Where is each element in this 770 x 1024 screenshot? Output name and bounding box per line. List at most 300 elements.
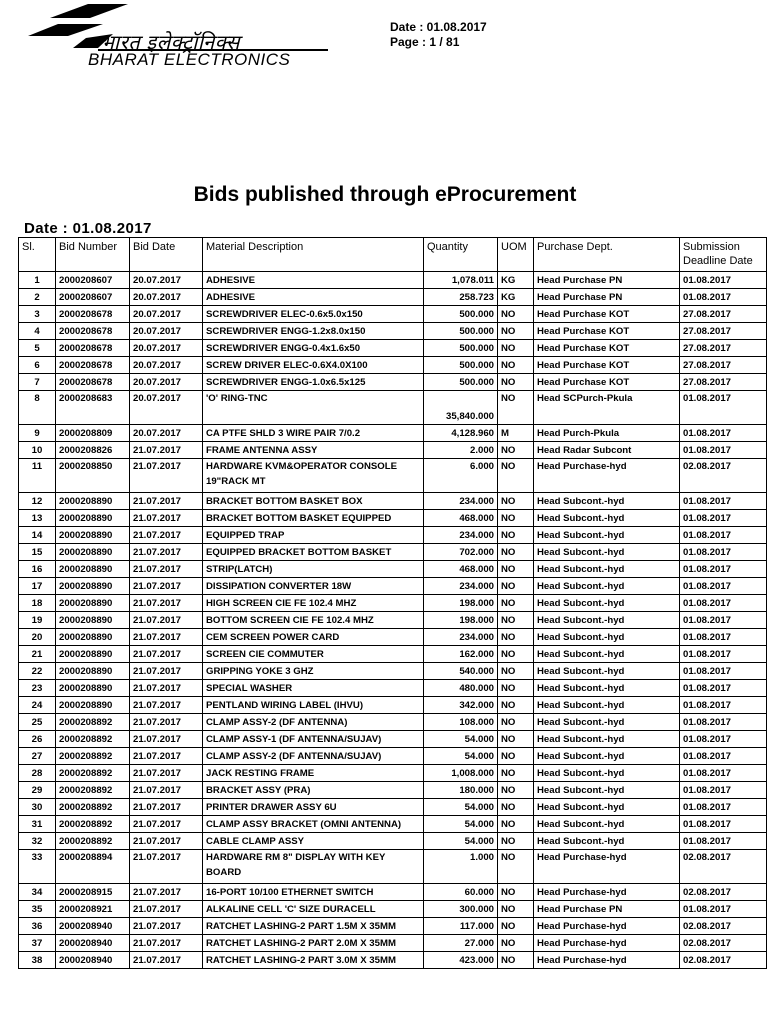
cell-bid-date: 20.07.2017: [130, 323, 203, 340]
table-row: [19, 748, 767, 765]
cell-bid-date: 21.07.2017: [130, 901, 203, 918]
cell-bid-date: 21.07.2017: [130, 612, 203, 629]
cell-bid-date: 21.07.2017: [130, 527, 203, 544]
logo-brand-text: BHARAT ELECTRONICS: [88, 50, 291, 69]
cell-sl: 6: [19, 357, 56, 374]
cell-material: FRAME ANTENNA ASSY: [203, 442, 424, 459]
col-header-deadline: Submission Deadline Date: [680, 238, 767, 272]
table-row: [19, 935, 767, 952]
table-row: [19, 272, 767, 289]
cell-bid-number: 2000208890: [56, 578, 130, 595]
cell-bid-date: 20.07.2017: [130, 306, 203, 323]
cell-dept: Head Subcont.-hyd: [534, 748, 680, 765]
table-row: [19, 357, 767, 374]
cell-material: 16-PORT 10/100 ETHERNET SWITCH: [203, 884, 424, 901]
cell-bid-number: 2000208678: [56, 323, 130, 340]
cell-sl: 24: [19, 697, 56, 714]
cell-bid-number: 2000208892: [56, 833, 130, 850]
cell-sl: 35: [19, 901, 56, 918]
cell-material: PRINTER DRAWER ASSY 6U: [203, 799, 424, 816]
cell-uom: NO: [498, 578, 534, 595]
cell-sl: 17: [19, 578, 56, 595]
cell-quantity: 423.000: [424, 952, 498, 969]
cell-bid-date: 21.07.2017: [130, 952, 203, 969]
cell-uom: NO: [498, 391, 534, 425]
cell-uom: NO: [498, 816, 534, 833]
cell-material: CABLE CLAMP ASSY: [203, 833, 424, 850]
cell-dept: Head Subcont.-hyd: [534, 527, 680, 544]
cell-uom: NO: [498, 442, 534, 459]
cell-material: CLAMP ASSY-2 (DF ANTENNA): [203, 714, 424, 731]
cell-sl: 8: [19, 391, 56, 425]
cell-sl: 28: [19, 765, 56, 782]
cell-deadline: 01.08.2017: [680, 765, 767, 782]
cell-dept: Head Subcont.-hyd: [534, 816, 680, 833]
cell-dept: Head Subcont.-hyd: [534, 833, 680, 850]
cell-sl: 29: [19, 782, 56, 799]
cell-bid-date: 21.07.2017: [130, 544, 203, 561]
cell-material: EQUIPPED BRACKET BOTTOM BASKET: [203, 544, 424, 561]
cell-bid-number: 2000208894: [56, 850, 130, 884]
cell-deadline: 02.08.2017: [680, 918, 767, 935]
table-row: [19, 850, 767, 884]
cell-uom: NO: [498, 527, 534, 544]
cell-deadline: 01.08.2017: [680, 391, 767, 425]
cell-bid-number: 2000208607: [56, 272, 130, 289]
cell-uom: NO: [498, 663, 534, 680]
cell-sl: 16: [19, 561, 56, 578]
cell-bid-number: 2000208890: [56, 510, 130, 527]
cell-sl: 31: [19, 816, 56, 833]
cell-uom: NO: [498, 680, 534, 697]
cell-uom: NO: [498, 714, 534, 731]
cell-bid-number: 2000208940: [56, 935, 130, 952]
cell-sl: 33: [19, 850, 56, 884]
table-row: [19, 425, 767, 442]
cell-bid-date: 21.07.2017: [130, 442, 203, 459]
cell-uom: NO: [498, 782, 534, 799]
cell-deadline: 01.08.2017: [680, 578, 767, 595]
table-row: [19, 731, 767, 748]
cell-dept: Head Subcont.-hyd: [534, 680, 680, 697]
cell-deadline: 01.08.2017: [680, 612, 767, 629]
table-row: [19, 646, 767, 663]
cell-bid-number: 2000208683: [56, 391, 130, 425]
cell-deadline: 01.08.2017: [680, 561, 767, 578]
table-header-row: [19, 238, 767, 272]
cell-quantity: 54.000: [424, 731, 498, 748]
cell-bid-date: 21.07.2017: [130, 697, 203, 714]
cell-sl: 7: [19, 374, 56, 391]
header-meta: [390, 20, 487, 50]
cell-quantity: 54.000: [424, 799, 498, 816]
cell-deadline: 01.08.2017: [680, 425, 767, 442]
table-row: [19, 629, 767, 646]
cell-quantity: 1,078.011: [424, 272, 498, 289]
cell-dept: Head Purchase-hyd: [534, 884, 680, 901]
cell-dept: Head Purchase PN: [534, 272, 680, 289]
cell-bid-date: 21.07.2017: [130, 510, 203, 527]
cell-bid-date: 20.07.2017: [130, 391, 203, 425]
cell-bid-date: 21.07.2017: [130, 561, 203, 578]
col-header-uom: UOM: [498, 238, 534, 272]
cell-bid-number: 2000208921: [56, 901, 130, 918]
cell-bid-date: 21.07.2017: [130, 765, 203, 782]
cell-uom: NO: [498, 561, 534, 578]
cell-deadline: 02.08.2017: [680, 935, 767, 952]
cell-bid-number: 2000208890: [56, 629, 130, 646]
cell-material: DISSIPATION CONVERTER 18W: [203, 578, 424, 595]
cell-bid-number: 2000208892: [56, 799, 130, 816]
cell-sl: 26: [19, 731, 56, 748]
cell-quantity: 1,008.000: [424, 765, 498, 782]
cell-uom: NO: [498, 612, 534, 629]
cell-sl: 2: [19, 289, 56, 306]
cell-bid-number: 2000208890: [56, 493, 130, 510]
cell-uom: NO: [498, 595, 534, 612]
cell-bid-date: 21.07.2017: [130, 731, 203, 748]
cell-material: SCREW DRIVER ELEC-0.6X4.0X100: [203, 357, 424, 374]
header-page: Page : 1 / 81: [390, 35, 460, 49]
cell-quantity: 480.000: [424, 680, 498, 697]
cell-sl: 19: [19, 612, 56, 629]
cell-material: RATCHET LASHING-2 PART 1.5M X 35MM: [203, 918, 424, 935]
cell-uom: NO: [498, 952, 534, 969]
table-row: [19, 952, 767, 969]
cell-quantity: 35,840.000: [424, 391, 498, 425]
cell-bid-date: 21.07.2017: [130, 935, 203, 952]
cell-material: GRIPPING YOKE 3 GHZ: [203, 663, 424, 680]
cell-dept: Head Subcont.-hyd: [534, 663, 680, 680]
cell-dept: Head Radar Subcont: [534, 442, 680, 459]
cell-uom: NO: [498, 799, 534, 816]
cell-sl: 38: [19, 952, 56, 969]
table-row: [19, 833, 767, 850]
cell-uom: NO: [498, 340, 534, 357]
cell-bid-date: 20.07.2017: [130, 340, 203, 357]
cell-uom: NO: [498, 374, 534, 391]
cell-bid-number: 2000208890: [56, 697, 130, 714]
cell-sl: 5: [19, 340, 56, 357]
cell-deadline: 01.08.2017: [680, 289, 767, 306]
cell-quantity: 234.000: [424, 527, 498, 544]
cell-uom: NO: [498, 357, 534, 374]
cell-sl: 4: [19, 323, 56, 340]
cell-quantity: 2.000: [424, 442, 498, 459]
cell-dept: Head Subcont.-hyd: [534, 578, 680, 595]
cell-sl: 11: [19, 459, 56, 493]
cell-deadline: 01.08.2017: [680, 680, 767, 697]
cell-material: CLAMP ASSY BRACKET (OMNI ANTENNA): [203, 816, 424, 833]
cell-quantity: 468.000: [424, 510, 498, 527]
table-row: [19, 544, 767, 561]
cell-dept: Head Purch-Pkula: [534, 425, 680, 442]
cell-deadline: 01.08.2017: [680, 646, 767, 663]
cell-uom: NO: [498, 748, 534, 765]
cell-material: SCREWDRIVER ENGG-0.4x1.6x50: [203, 340, 424, 357]
cell-dept: Head Purchase KOT: [534, 374, 680, 391]
cell-dept: Head Purchase-hyd: [534, 952, 680, 969]
cell-sl: 32: [19, 833, 56, 850]
cell-deadline: 01.08.2017: [680, 595, 767, 612]
cell-bid-number: 2000208915: [56, 884, 130, 901]
cell-quantity: 234.000: [424, 629, 498, 646]
cell-bid-number: 2000208940: [56, 952, 130, 969]
table-row: [19, 663, 767, 680]
cell-bid-date: 21.07.2017: [130, 850, 203, 884]
cell-dept: Head Purchase-hyd: [534, 935, 680, 952]
cell-bid-number: 2000208890: [56, 663, 130, 680]
cell-bid-number: 2000208890: [56, 527, 130, 544]
cell-material: JACK RESTING FRAME: [203, 765, 424, 782]
cell-material: BRACKET BOTTOM BASKET EQUIPPED: [203, 510, 424, 527]
cell-material: SCREWDRIVER ELEC-0.6x5.0x150: [203, 306, 424, 323]
cell-bid-number: 2000208890: [56, 680, 130, 697]
cell-bid-date: 21.07.2017: [130, 459, 203, 493]
cell-bid-number: 2000208678: [56, 340, 130, 357]
cell-bid-date: 21.07.2017: [130, 918, 203, 935]
cell-sl: 13: [19, 510, 56, 527]
cell-bid-number: 2000208892: [56, 816, 130, 833]
cell-deadline: 02.08.2017: [680, 884, 767, 901]
cell-dept: Head Subcont.-hyd: [534, 629, 680, 646]
cell-uom: NO: [498, 884, 534, 901]
cell-bid-date: 21.07.2017: [130, 714, 203, 731]
cell-quantity: 468.000: [424, 561, 498, 578]
table-row: [19, 391, 767, 425]
cell-bid-number: 2000208678: [56, 374, 130, 391]
cell-bid-number: 2000208850: [56, 459, 130, 493]
cell-bid-date: 21.07.2017: [130, 748, 203, 765]
cell-uom: NO: [498, 697, 534, 714]
cell-bid-date: 21.07.2017: [130, 578, 203, 595]
cell-bid-date: 21.07.2017: [130, 629, 203, 646]
col-header-sl: Sl.: [19, 238, 56, 272]
cell-uom: NO: [498, 306, 534, 323]
cell-material: SPECIAL WASHER: [203, 680, 424, 697]
cell-deadline: 27.08.2017: [680, 323, 767, 340]
cell-material: SCREWDRIVER ENGG-1.2x8.0x150: [203, 323, 424, 340]
cell-bid-date: 21.07.2017: [130, 595, 203, 612]
table-row: [19, 816, 767, 833]
col-header-quantity: Quantity: [424, 238, 498, 272]
cell-dept: Head Subcont.-hyd: [534, 765, 680, 782]
cell-quantity: 54.000: [424, 833, 498, 850]
cell-bid-date: 21.07.2017: [130, 782, 203, 799]
cell-dept: Head Subcont.-hyd: [534, 697, 680, 714]
cell-dept: Head Purchase KOT: [534, 357, 680, 374]
cell-material: CA PTFE SHLD 3 WIRE PAIR 7/0.2: [203, 425, 424, 442]
cell-sl: 25: [19, 714, 56, 731]
cell-sl: 23: [19, 680, 56, 697]
cell-material: EQUIPPED TRAP: [203, 527, 424, 544]
cell-bid-number: 2000208892: [56, 765, 130, 782]
cell-deadline: 27.08.2017: [680, 357, 767, 374]
cell-quantity: 702.000: [424, 544, 498, 561]
cell-bid-date: 20.07.2017: [130, 272, 203, 289]
cell-deadline: 01.08.2017: [680, 901, 767, 918]
table-row: [19, 765, 767, 782]
cell-material: ALKALINE CELL 'C' SIZE DURACELL: [203, 901, 424, 918]
cell-deadline: 01.08.2017: [680, 629, 767, 646]
cell-material: HIGH SCREEN CIE FE 102.4 MHZ: [203, 595, 424, 612]
cell-dept: Head Subcont.-hyd: [534, 561, 680, 578]
cell-bid-date: 21.07.2017: [130, 493, 203, 510]
cell-uom: NO: [498, 493, 534, 510]
cell-uom: NO: [498, 323, 534, 340]
cell-material: BRACKET ASSY (PRA): [203, 782, 424, 799]
cell-sl: 22: [19, 663, 56, 680]
cell-quantity: 234.000: [424, 578, 498, 595]
cell-quantity: 500.000: [424, 357, 498, 374]
cell-sl: 27: [19, 748, 56, 765]
cell-dept: Head Subcont.-hyd: [534, 544, 680, 561]
table-row: [19, 323, 767, 340]
header-date: Date : 01.08.2017: [390, 20, 487, 34]
cell-dept: Head Subcont.-hyd: [534, 612, 680, 629]
table-row: [19, 782, 767, 799]
cell-sl: 3: [19, 306, 56, 323]
col-header-dept: Purchase Dept.: [534, 238, 680, 272]
cell-bid-number: 2000208607: [56, 289, 130, 306]
cell-deadline: 01.08.2017: [680, 493, 767, 510]
cell-sl: 37: [19, 935, 56, 952]
col-header-bid-date: Bid Date: [130, 238, 203, 272]
cell-sl: 20: [19, 629, 56, 646]
cell-uom: NO: [498, 646, 534, 663]
cell-sl: 21: [19, 646, 56, 663]
cell-quantity: 60.000: [424, 884, 498, 901]
table-row: [19, 595, 767, 612]
cell-bid-number: 2000208678: [56, 357, 130, 374]
cell-sl: 15: [19, 544, 56, 561]
cell-sl: 34: [19, 884, 56, 901]
cell-uom: NO: [498, 731, 534, 748]
cell-deadline: 27.08.2017: [680, 374, 767, 391]
cell-deadline: 27.08.2017: [680, 306, 767, 323]
cell-material: BRACKET BOTTOM BASKET BOX: [203, 493, 424, 510]
cell-material: CLAMP ASSY-1 (DF ANTENNA/SUJAV): [203, 731, 424, 748]
table-row: [19, 612, 767, 629]
cell-quantity: 162.000: [424, 646, 498, 663]
cell-quantity: 180.000: [424, 782, 498, 799]
cell-sl: 1: [19, 272, 56, 289]
cell-material: ADHESIVE: [203, 272, 424, 289]
cell-deadline: 02.08.2017: [680, 459, 767, 493]
cell-uom: NO: [498, 510, 534, 527]
cell-dept: Head Subcont.-hyd: [534, 646, 680, 663]
table-row: [19, 918, 767, 935]
cell-bid-number: 2000208809: [56, 425, 130, 442]
cell-quantity: 117.000: [424, 918, 498, 935]
cell-bid-date: 21.07.2017: [130, 816, 203, 833]
cell-bid-date: 21.07.2017: [130, 799, 203, 816]
table-row: [19, 799, 767, 816]
table-row: [19, 901, 767, 918]
cell-quantity: 198.000: [424, 595, 498, 612]
table-row: [19, 442, 767, 459]
table-row: [19, 680, 767, 697]
cell-quantity: 54.000: [424, 816, 498, 833]
cell-deadline: 01.08.2017: [680, 663, 767, 680]
cell-dept: Head SCPurch-Pkula: [534, 391, 680, 425]
cell-material: PENTLAND WIRING LABEL (IHVU): [203, 697, 424, 714]
cell-dept: Head Subcont.-hyd: [534, 493, 680, 510]
cell-dept: Head Subcont.-hyd: [534, 731, 680, 748]
cell-deadline: 02.08.2017: [680, 850, 767, 884]
cell-bid-number: 2000208890: [56, 544, 130, 561]
cell-bid-number: 2000208890: [56, 646, 130, 663]
cell-deadline: 01.08.2017: [680, 442, 767, 459]
cell-sl: 10: [19, 442, 56, 459]
cell-material: CLAMP ASSY-2 (DF ANTENNA/SUJAV): [203, 748, 424, 765]
cell-bid-date: 21.07.2017: [130, 680, 203, 697]
cell-quantity: 234.000: [424, 493, 498, 510]
cell-bid-date: 20.07.2017: [130, 357, 203, 374]
table-row: [19, 884, 767, 901]
report-date: Date : 01.08.2017: [24, 220, 152, 237]
cell-quantity: 500.000: [424, 340, 498, 357]
cell-bid-number: 2000208892: [56, 731, 130, 748]
cell-quantity: 1.000: [424, 850, 498, 884]
cell-bid-number: 2000208940: [56, 918, 130, 935]
cell-quantity: 500.000: [424, 323, 498, 340]
cell-bid-date: 21.07.2017: [130, 663, 203, 680]
cell-deadline: 01.08.2017: [680, 272, 767, 289]
page-title: Bids published through eProcurement: [193, 183, 577, 206]
cell-quantity: 54.000: [424, 748, 498, 765]
cell-deadline: 01.08.2017: [680, 510, 767, 527]
cell-sl: 36: [19, 918, 56, 935]
cell-bid-date: 20.07.2017: [130, 425, 203, 442]
cell-quantity: 500.000: [424, 306, 498, 323]
cell-bid-number: 2000208892: [56, 748, 130, 765]
table-row: [19, 306, 767, 323]
cell-sl: 30: [19, 799, 56, 816]
cell-quantity: 27.000: [424, 935, 498, 952]
cell-uom: KG: [498, 289, 534, 306]
cell-quantity: 258.723: [424, 289, 498, 306]
cell-dept: Head Purchase KOT: [534, 306, 680, 323]
cell-quantity: 540.000: [424, 663, 498, 680]
cell-material: SCREEN CIE COMMUTER: [203, 646, 424, 663]
cell-dept: Head Subcont.-hyd: [534, 782, 680, 799]
cell-dept: Head Purchase-hyd: [534, 459, 680, 493]
cell-quantity: 342.000: [424, 697, 498, 714]
table-row: [19, 561, 767, 578]
cell-quantity: 4,128.960: [424, 425, 498, 442]
cell-bid-date: 21.07.2017: [130, 884, 203, 901]
cell-deadline: 01.08.2017: [680, 799, 767, 816]
cell-material: BOTTOM SCREEN CIE FE 102.4 MHZ: [203, 612, 424, 629]
cell-deadline: 01.08.2017: [680, 714, 767, 731]
bids-table: [18, 237, 767, 969]
cell-material: 'O' RING-TNC: [203, 391, 424, 425]
cell-deadline: 27.08.2017: [680, 340, 767, 357]
cell-quantity: 108.000: [424, 714, 498, 731]
cell-uom: NO: [498, 833, 534, 850]
cell-sl: 18: [19, 595, 56, 612]
cell-dept: Head Purchase PN: [534, 901, 680, 918]
table-row: [19, 459, 767, 493]
cell-bid-number: 2000208892: [56, 714, 130, 731]
cell-material: CEM SCREEN POWER CARD: [203, 629, 424, 646]
cell-bid-number: 2000208826: [56, 442, 130, 459]
table-row: [19, 527, 767, 544]
cell-sl: 14: [19, 527, 56, 544]
cell-bid-number: 2000208892: [56, 782, 130, 799]
cell-deadline: 01.08.2017: [680, 697, 767, 714]
